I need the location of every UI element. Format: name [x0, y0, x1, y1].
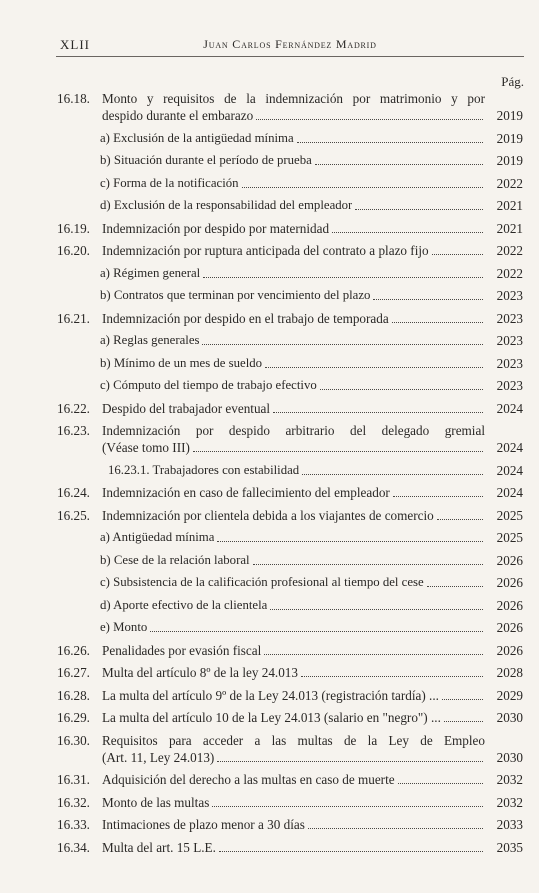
toc-entry-number: 16.24. [57, 485, 90, 500]
toc-entry-page: 2019 [496, 108, 523, 123]
toc-entry-page: 2022 [496, 243, 523, 258]
toc-entry-page: 2033 [496, 817, 523, 832]
toc-entry-title: Indemnización por despido en el trabajo de temporada [102, 310, 389, 326]
toc-entry-title: 16.23.1. Trabajadores con estabilidad [108, 462, 300, 477]
dot-leader [393, 495, 483, 497]
toc-entry [0, 552, 539, 569]
toc-entry [0, 507, 539, 524]
toc-entry-number: 16.33. [57, 817, 90, 832]
dot-leader [253, 563, 483, 565]
dot-leader [264, 653, 483, 655]
toc-entry-page: 2030 [496, 749, 523, 765]
toc-entry-title: c) Subsistencia de la calificación profesional al tiempo del cese [100, 575, 424, 589]
dot-leader [437, 518, 483, 520]
dot-leader [301, 675, 483, 677]
toc-entry [0, 484, 539, 501]
toc-entry-title: d) Aporte efectivo de la clientela [100, 597, 268, 612]
toc-entry-number: 16.25. [57, 507, 90, 523]
toc-entry [0, 152, 539, 169]
toc-entry-number: 16.31. [57, 772, 90, 787]
toc-entry-number: 16.23. [57, 423, 90, 438]
toc-entry [0, 310, 539, 327]
table-of-contents [0, 90, 539, 861]
dot-leader [442, 698, 483, 700]
toc-entry-number: 16.21. [57, 310, 90, 326]
toc-entry-title: Penalidades por evasión fiscal [102, 642, 262, 658]
toc-entry-number: 16.19. [57, 220, 90, 236]
toc-entry-title: e) Monto [100, 620, 148, 634]
toc-entry-page: 2026 [496, 642, 523, 658]
dot-leader [265, 366, 483, 368]
toc-entry [0, 732, 539, 766]
dot-leader [332, 231, 483, 233]
toc-entry [0, 619, 539, 636]
toc-entry-page: 2028 [496, 665, 523, 680]
running-header [56, 36, 524, 57]
toc-entry [0, 687, 539, 704]
toc-entry-page: 2026 [496, 597, 523, 613]
toc-entry-title: b) Mínimo de un mes de sueldo [100, 355, 263, 370]
toc-entry [0, 90, 539, 124]
toc-entry [0, 574, 539, 591]
dot-leader [392, 321, 483, 323]
toc-entry-page: 2023 [496, 378, 523, 393]
toc-entry-page: 2022 [496, 265, 523, 281]
toc-entry-title: a) Antigüedad mínima [100, 530, 215, 544]
toc-entry [0, 332, 539, 349]
toc-entry-title: c) Cómputo del tiempo de trabajo efectivo [100, 378, 317, 392]
toc-entry-title: Multa del art. 15 L.E. [102, 839, 216, 855]
dot-leader [308, 827, 483, 829]
toc-entry-title: Adquisición del derecho a las multas en caso de muerte [102, 772, 395, 787]
toc-entry-page: 2026 [496, 620, 523, 635]
dot-leader [150, 630, 483, 632]
toc-entry [0, 529, 539, 546]
dot-leader [355, 208, 483, 210]
dot-leader [302, 473, 483, 475]
toc-entry-title: despido durante el embarazo [102, 108, 254, 123]
toc-entry-number: 16.20. [57, 243, 90, 258]
dot-leader [320, 388, 483, 390]
toc-entry-title: Multa del artículo 8º de la ley 24.013 [102, 665, 298, 680]
toc-entry-title: Indemnización por ruptura anticipada del contrato a plazo fijo [102, 243, 429, 258]
toc-entry-page: 2023 [496, 310, 523, 326]
dot-leader [398, 782, 483, 784]
toc-entry-title: c) Forma de la notificación [100, 175, 239, 190]
toc-entry-page: 2024 [496, 485, 523, 500]
page-number: XLII [60, 37, 90, 52]
toc-entry-page: 2032 [496, 772, 523, 787]
toc-entry-number: 16.26. [57, 642, 90, 658]
toc-entry [0, 664, 539, 681]
toc-entry-title: Indemnización por clientela debida a los viajantes de comercio [102, 507, 434, 523]
toc-entry-title: b) Situación durante el período de prueba [100, 153, 312, 167]
toc-entry-number: 16.34. [57, 839, 90, 855]
toc-entry-page: 2032 [496, 794, 523, 810]
toc-entry-number: 16.28. [57, 687, 90, 703]
toc-entry-title: La multa del artículo 10 de la Ley 24.013 (salario en "negro") ... [102, 710, 441, 725]
toc-entry-page: 2035 [496, 839, 523, 855]
toc-entry-page: 2030 [496, 710, 523, 725]
toc-entry [0, 287, 539, 304]
toc-entry-title: Indemnización en caso de fallecimiento del empleador [102, 485, 390, 500]
toc-entry [0, 130, 539, 147]
toc-entry [0, 355, 539, 372]
toc-entry [0, 771, 539, 788]
toc-entry-title: a) Reglas generales [100, 333, 200, 347]
toc-entry-title: b) Cese de la relación laboral [100, 552, 250, 567]
dot-leader [217, 760, 483, 762]
toc-entry-number: 16.29. [57, 710, 90, 725]
toc-entry [0, 400, 539, 417]
toc-entry [0, 816, 539, 833]
toc-entry [0, 242, 539, 259]
dot-leader [273, 411, 483, 413]
dot-leader [315, 163, 483, 165]
dot-leader [427, 585, 483, 587]
dot-leader [242, 186, 483, 188]
toc-entry-title: Indemnización por despido por maternidad [102, 220, 330, 236]
toc-entry-page: 2024 [496, 440, 523, 455]
toc-entry-number: 16.32. [57, 794, 90, 810]
toc-entry-title-line: Monto y requisitos de la indemnización por matrimonio y por [102, 91, 485, 106]
dot-leader [270, 608, 483, 610]
toc-entry-page: 2024 [496, 400, 523, 416]
dot-leader [212, 805, 483, 807]
dot-leader [373, 298, 483, 300]
toc-entry-page: 2023 [496, 355, 523, 371]
running-head-author: Juan Carlos Fernández Madrid [203, 37, 377, 51]
dot-leader [193, 450, 483, 452]
toc-entry-title: a) Exclusión de la antigüedad mínima [100, 130, 294, 145]
toc-entry-page: 2023 [496, 333, 523, 348]
toc-entry [0, 597, 539, 614]
toc-entry [0, 462, 539, 479]
toc-entry-page: 2025 [496, 507, 523, 523]
toc-entry-page: 2021 [496, 220, 523, 236]
toc-entry-number: 16.22. [57, 400, 90, 416]
toc-entry-number: 16.18. [57, 91, 90, 106]
dot-leader [432, 253, 483, 255]
toc-entry-title-line: Requisitos para acceder a las multas de la Ley de Empleo [102, 732, 485, 748]
toc-entry-title: d) Exclusión de la responsabilidad del empleador [100, 198, 353, 212]
toc-entry-title: (Art. 11, Ley 24.013) [102, 749, 215, 765]
page-column-label: Pág. [501, 74, 524, 89]
toc-entry-title: Despido del trabajador eventual [102, 400, 271, 416]
dot-leader [217, 540, 483, 542]
dot-leader [297, 141, 483, 143]
toc-entry-title: (Véase tomo III) [102, 440, 190, 455]
toc-entry-title: b) Contratos que terminan por vencimiento del plazo [100, 288, 371, 302]
toc-entry-page: 2019 [496, 130, 523, 146]
toc-entry-page: 2019 [496, 153, 523, 168]
toc-entry-page: 2022 [496, 175, 523, 191]
toc-entry [0, 377, 539, 394]
dot-leader [219, 850, 483, 852]
toc-entry [0, 709, 539, 726]
toc-entry-page: 2029 [496, 687, 523, 703]
dot-leader [256, 118, 483, 120]
toc-entry-number: 16.27. [57, 665, 90, 680]
toc-entry-title: La multa del artículo 9º de la Ley 24.013 (registración tardía) ... [102, 687, 439, 703]
toc-entry-page: 2026 [496, 575, 523, 590]
toc-entry [0, 839, 539, 856]
toc-entry-page: 2026 [496, 552, 523, 568]
toc-entry [0, 642, 539, 659]
toc-entry [0, 794, 539, 811]
toc-entry [0, 265, 539, 282]
toc-entry-title: Monto de las multas [102, 794, 210, 810]
toc-entry-number: 16.30. [57, 732, 90, 748]
toc-entry [0, 175, 539, 192]
toc-entry-title-line: Indemnización por despido arbitrario del delegado gremial [102, 423, 485, 438]
dot-leader [444, 720, 483, 722]
toc-entry [0, 197, 539, 214]
toc-entry-page: 2021 [496, 198, 523, 213]
toc-entry-title: Intimaciones de plazo menor a 30 días [102, 817, 305, 832]
toc-entry [0, 220, 539, 237]
toc-entry-page: 2025 [496, 530, 523, 545]
toc-entry-page: 2024 [496, 462, 523, 478]
toc-entry-page: 2023 [496, 288, 523, 303]
dot-leader [203, 276, 483, 278]
toc-entry-title: a) Régimen general [100, 265, 201, 280]
dot-leader [202, 343, 483, 345]
toc-entry [0, 422, 539, 456]
